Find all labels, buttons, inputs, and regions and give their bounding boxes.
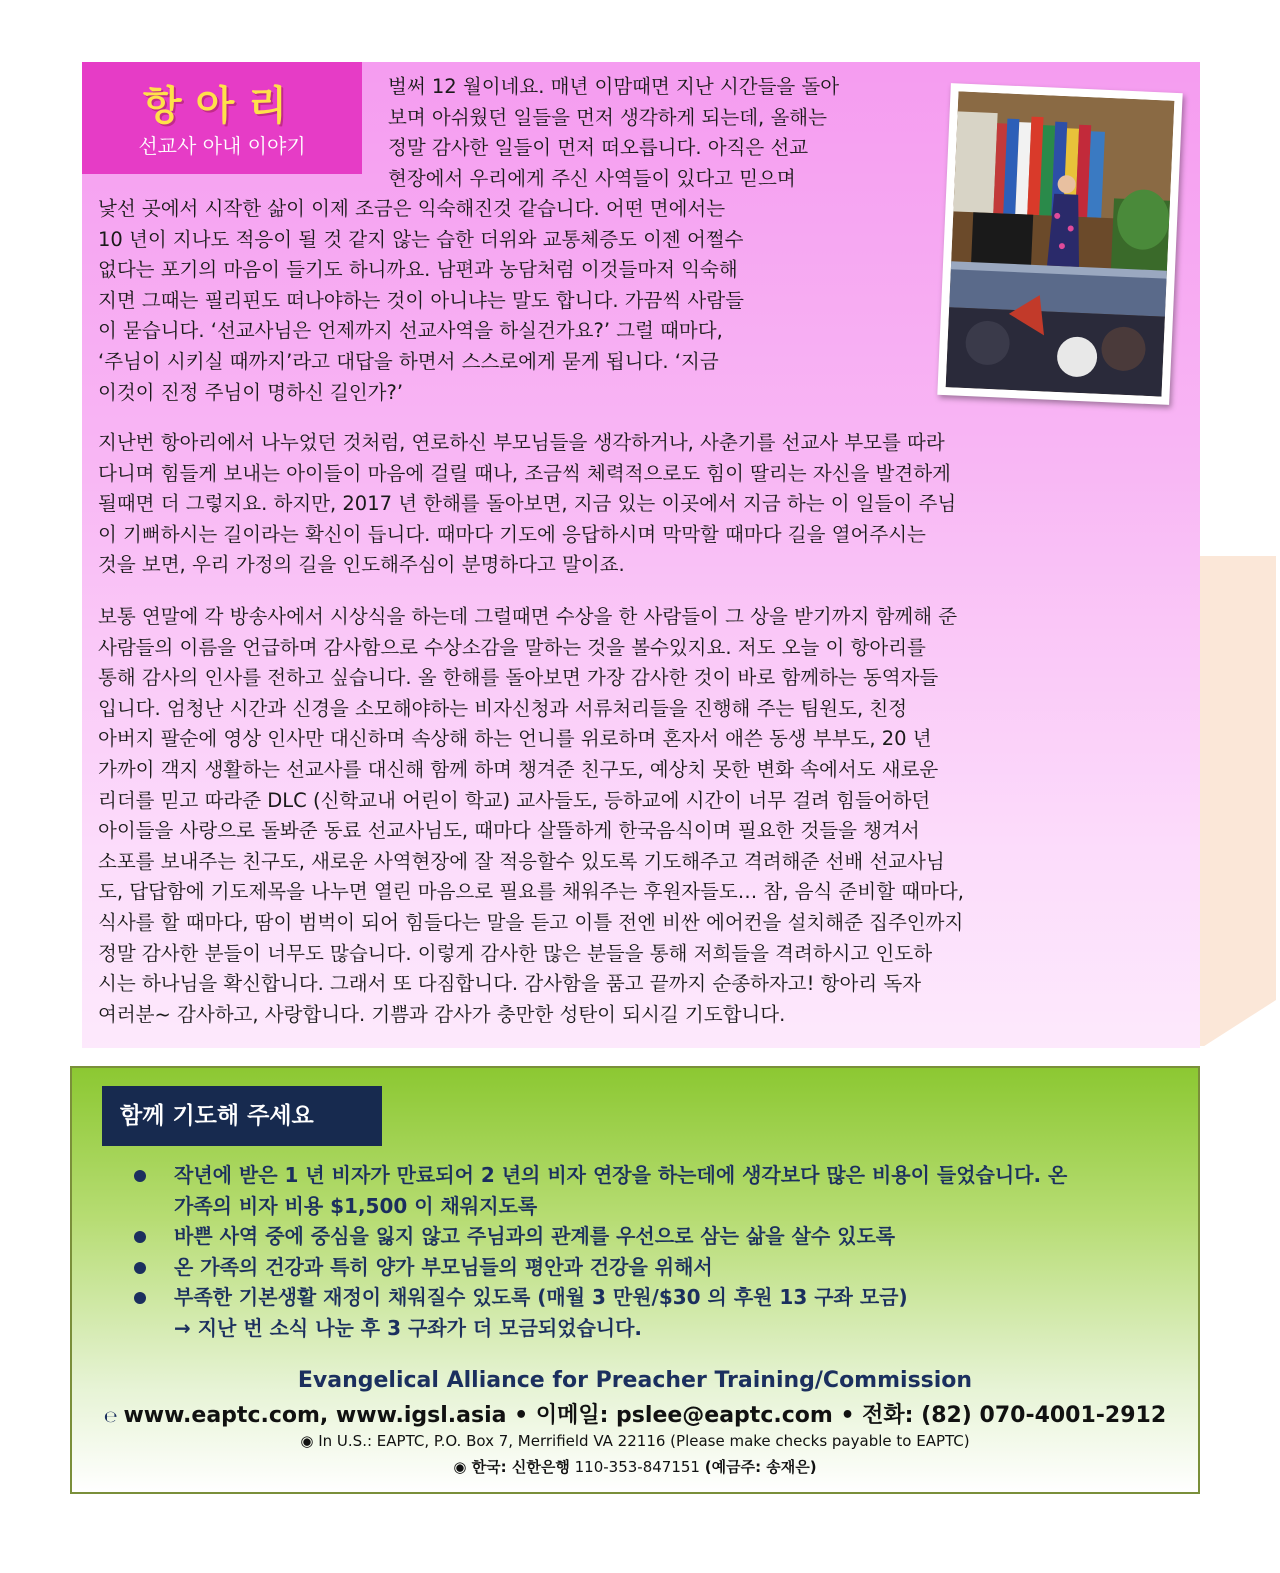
- story-paragraph-1-top: 벌써 12 월이네요. 매년 이맘때면 지난 시간들을 돌아 보며 아쉬웠던 일들을 먼저 생각하게 되는데, 올해는 정말 감사한 일들이 먼저 떠오릅니다. 아직은 선교 현장에서 우리에게 주신 사역들이 있다고 믿으며: [388, 75, 840, 190]
- story-section: [82, 62, 1200, 1048]
- us-address: ◉ In U.S.: EAPTC, P.O. Box 7, Merrifield VA 22116 (Please make checks payable to EAPTC): [300, 1432, 970, 1450]
- contact-line: [72, 1398, 1198, 1429]
- column-title: 항아리: [143, 82, 301, 129]
- prayer-title: 함께 기도해 주세요: [102, 1086, 382, 1146]
- prayer-item: 바쁜 사역 중에 중심을 잃지 않고 주님과의 관계를 우선으로 삼는 삶을 살수 있도록: [132, 1221, 1067, 1252]
- prayer-item: 부족한 기본생활 재정이 채워질수 있도록 (매월 3 만원/$30 의 후원 13 구좌 모금): [132, 1282, 1067, 1313]
- prayer-section: [70, 1066, 1200, 1494]
- korea-account: ◉ 한국: 신한은행 110-353-847151 (예금주: 송재은): [453, 1458, 817, 1476]
- contact-text: www.eaptc.com, www.igsl.asia • 이메일: pslee@eaptc.com • 전화: (82) 070-4001-2912: [123, 1403, 1167, 1428]
- column-subtitle: 선교사 아내 이야기: [138, 134, 306, 158]
- story-paragraph-3: 보통 연말에 각 방송사에서 시상식을 하는데 그럴때면 수상을 한 사람들이 그 상을 받기까지 함께해 준 사람들의 이름을 언급하며 감사함으로 수상소감을 말하는 것을 볼수있지요. 저도 오늘 이 항아리를 통해 감사의 인사를 전하고 싶습니다. 올 한해를 돌아보면 가장 감사한 것이 바로 함께하는 동역자들 입니다. 엄청난 시간과 신경을 소모해야하는 비자신청과 서류처리들을 진행해 주는 팀원도, 친정 아버지 팔순에 영상 인사만 대신하며 속상해 하는 언니를 위로하며 혼자서 애쓴 동생 부부도, 20 년 가까이 객지 생활하는 선교사를 대신해 함께 하며 챙겨준 친구도, 예상치 못한 변화 속에서도 새로운 리더를 믿고 따라준 DLC (신학교내 어린이 학교) 교사들도, 등하교에 시간이 너무 걸려 힘들어하던 아이들을 사랑으로 돌봐준 동료 선교사님도, 때마다 살뜰하게 한국음식이며 필요한 것들을 챙겨서 소포를 보내주는 친구도, 새로운 사역현장에 잘 적응할수 있도록 기도해주고 격려해준 선배 선교사님 도, 답답함에 기도제목을 나누면 열린 마음으로 필요를 채워주는 후원자들도… 참, 음식 준비할 때마다, 식사를 할 때마다, 땀이 범벅이 되어 힘들다는 말을 듣고 이틀 전엔 비싼 에어컨을 설치해준 집주인까지 정말 감사한 분들이 너무도 많습니다. 이렇게 감사한 많은 분들을 통해 저희들을 격려하시고 인도하 시는 하나님을 확신합니다. 그래서 또 다짐합니다. 감사함을 품고 끝까지 순종하자고! 항아리 독자 여러분~ 감사하고, 사랑합니다. 기쁨과 감사가 충만한 성탄이 되시길 기도합니다.: [98, 605, 964, 1026]
- prayer-list: [132, 1160, 1067, 1343]
- prayer-item: 온 가족의 건강과 특히 양가 부모님들의 평안과 건강을 위해서: [132, 1252, 1067, 1283]
- org-name: Evangelical Alliance for Preacher Training/Commission: [297, 1368, 973, 1393]
- prayer-note: → 지난 번 소식 나눈 후 3 구좌가 더 모금되었습니다.: [174, 1315, 643, 1340]
- prayer-item: 작년에 받은 1 년 비자가 만료되어 2 년의 비자 연장을 하는데에 생각보다 많은 비용이 들었습니다. 온 가족의 비자 비용 $1,500 이 채워지도록: [132, 1160, 1067, 1221]
- story-paragraph-2: 지난번 항아리에서 나누었던 것처럼, 연로하신 부모님들을 생각하거나, 사춘기를 선교사 부모를 따라 다니며 힘들게 보내는 아이들이 마음에 걸릴 때나, 조금씩 체력적으로도 힘이 딸리는 자신을 발견하게 될때면 더 그렇지요. 하지만, 2017 년 한해를 돌아보면, 지금 있는 이곳에서 지금 하는 이 일들이 주님 이 기뻐하시는 길이라는 확신이 듭니다. 때마다 기도에 응답하시며 막막할 때마다 길을 열어주시는 것을 보면, 우리 가정의 길을 인도해주심이 분명하다고 말이죠.: [98, 431, 957, 577]
- photo-of-speaker-on-stage: [946, 91, 1175, 396]
- decorative-side-tab: [1198, 556, 1276, 1046]
- story-paragraph-1-bottom: 낯선 곳에서 시작한 삶이 이제 조금은 익숙해진것 같습니다. 어떤 면에서는 10 년이 지나도 적응이 될 것 같지 않는 습한 더위와 교통체증도 이젠 어쩔수 없다는 포기의 마음이 들기도 하니까요. 남편과 농담처럼 이것들마저 익숙해 지면 그때는 필리핀도 떠나야하는 것이 아니냐는 말도 합니다. 가끔씩 사람들 이 묻습니다. ‘선교사님은 언제까지 선교사역을 하실건가요?’ 그럴 때마다, ‘주님이 시키실 때까지’라고 대답을 하면서 스스로에게 묻게 됩니다. ‘지금 이것이 진정 주님이 명하신 길인가?’: [98, 197, 744, 404]
- e-icon: ℮: [103, 1407, 118, 1426]
- speaker-photo: [937, 83, 1182, 405]
- column-badge: [82, 62, 362, 174]
